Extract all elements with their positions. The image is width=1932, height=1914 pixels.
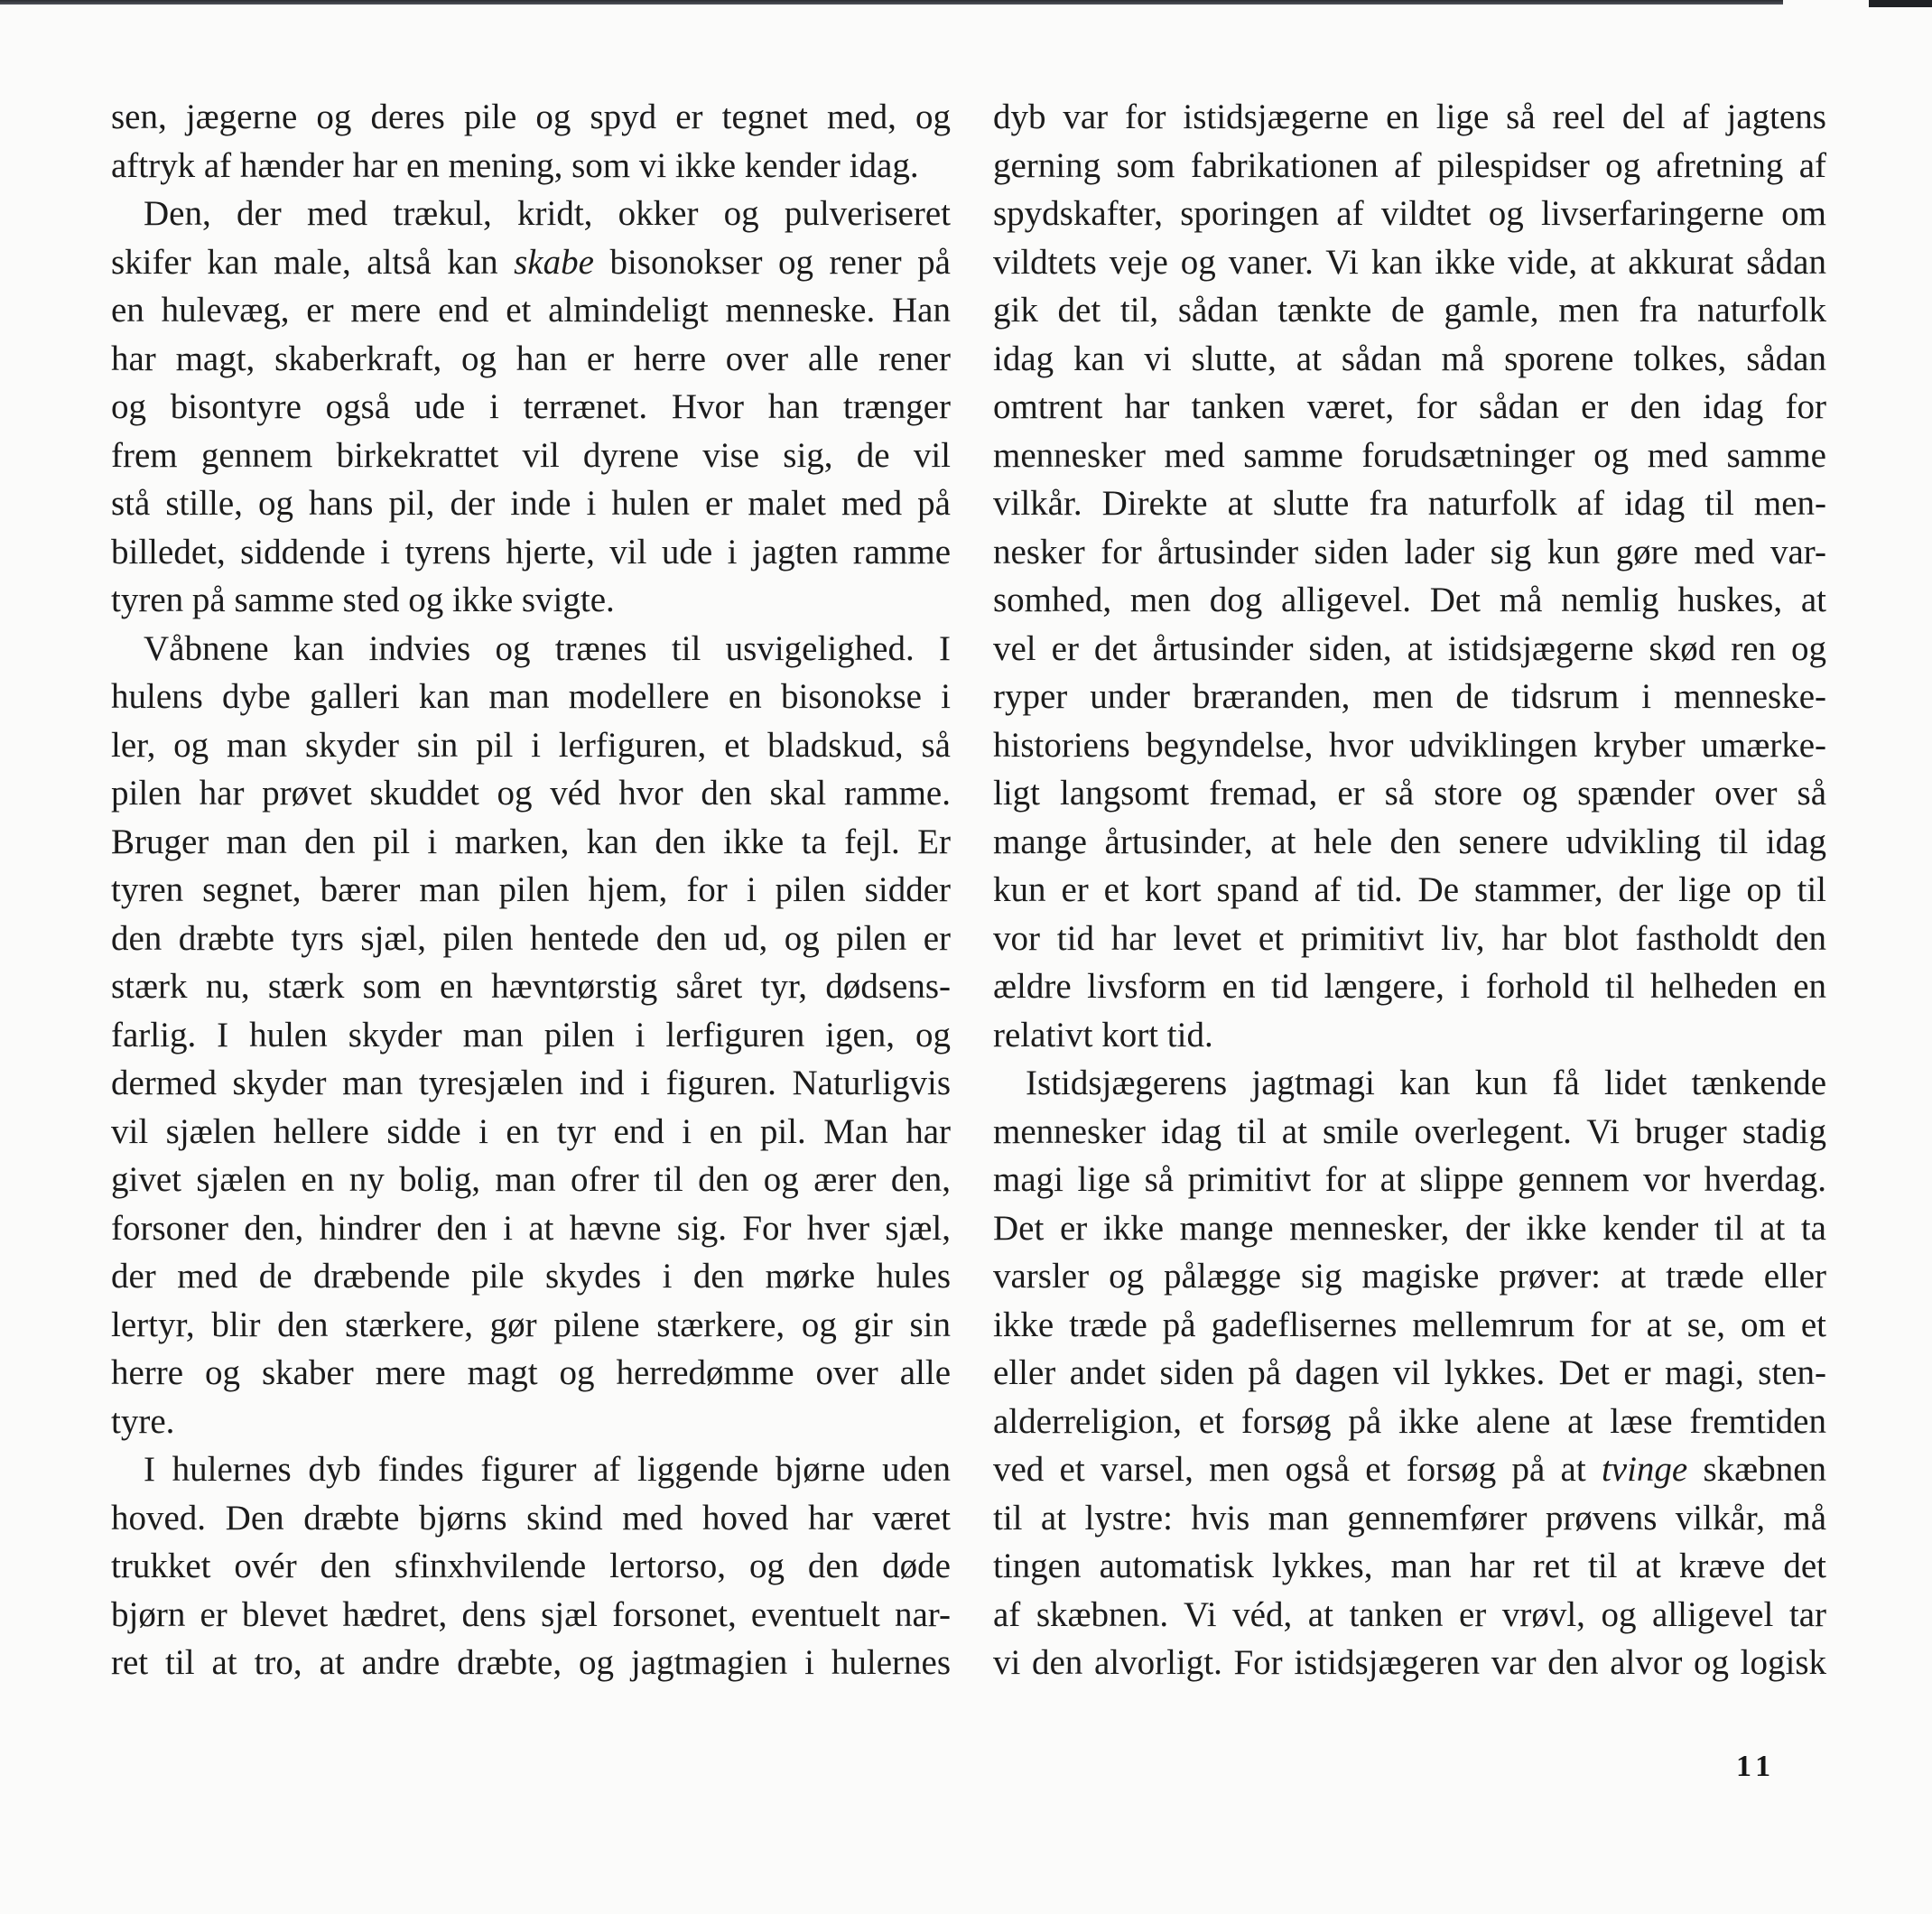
text-line: ryper under bræranden, men de tidsrum i menneske- xyxy=(993,677,1826,716)
text-line: kun er et kort spand af tid. De stammer, der lige op til xyxy=(993,870,1826,909)
text-line: hulens dybe galleri kan man modellere en bisonokse i xyxy=(111,677,951,716)
text-line: Istidsjægerens jagtmagi kan kun få lidet tænkende xyxy=(1026,1064,1826,1102)
text-line: bjørn er blevet hædret, dens sjæl forsonet, eventuelt nar- xyxy=(111,1594,951,1634)
text-line: forsoner den, hindrer den i at hævne sig. For hver sjæl, xyxy=(111,1208,951,1248)
text-line: den dræbte tyrs sjæl, pilen hentede den ud, og pilen er xyxy=(111,918,951,958)
text-line: herre og skaber mere magt og herredømme over alle xyxy=(111,1353,951,1392)
text-line: vildtets veje og vaner. Vi kan ikke vide, at akkurat sådan xyxy=(993,242,1826,282)
text-line: ikke træde på gadeflisernes mellemrum for at se, om et xyxy=(993,1305,1826,1344)
text-line: ældre livsform en tid længere, i forhold til helheden en xyxy=(993,967,1826,1006)
text-line: mennesker idag til at smile overlegent. Vi bruger stadig xyxy=(993,1111,1826,1151)
text-line: historiens begyndelse, hvor udviklingen kryber umærke- xyxy=(993,725,1826,765)
text-line: stærk nu, stærk som en hævntørstig såret tyr, dødsens- xyxy=(111,967,951,1006)
text-line: dyb var for istidsjægerne en lige så reel del af jagtens xyxy=(993,98,1826,136)
corner-mark xyxy=(1869,0,1932,7)
text-line: vilkår. Direkte at slutte fra naturfolk af idag til men- xyxy=(993,484,1826,523)
text-line: ret til at tro, at andre dræbte, og jagtmagien i hulernes xyxy=(111,1643,951,1682)
text-line: Våbnene kan indvies og trænes til usvigelighed. I xyxy=(144,628,951,668)
text-line: og bisontyre også ude i terrænet. Hvor han trænger xyxy=(111,387,951,426)
text-line: Det er ikke mange mennesker, der ikke kender til at ta xyxy=(993,1208,1826,1248)
text-line: tyren på samme sted og ikke svigte. xyxy=(111,581,615,619)
text-line: pilen har prøvet skuddet og véd hvor den skal ramme. xyxy=(111,774,951,813)
text-line: Den, der med trækul, kridt, okker og pulveriseret xyxy=(144,194,951,233)
left-text-column xyxy=(111,93,951,1687)
text-line: somhed, men dog alligevel. Det må nemlig huskes, at xyxy=(993,581,1826,619)
text-line: I hulernes dyb findes figurer af liggende bjørne uden xyxy=(144,1450,951,1489)
text-line: givet sjælen en ny bolig, man ofrer til den og ærer den, xyxy=(111,1160,951,1199)
text-line: omtrent har tanken været, for sådan er den idag for xyxy=(993,387,1826,426)
text-line: der med de dræbende pile skydes i den mørke hules xyxy=(111,1257,951,1296)
text-line: har magt, skaberkraft, og han er herre over alle rener xyxy=(111,339,951,378)
text-line: trukket ovér den sfinxhvilende lertorso, og den døde xyxy=(111,1547,951,1585)
text-line: stå stille, og hans pil, der inde i hulen er malet med på xyxy=(111,484,951,523)
text-line: ler, og man skyder sin pil i lerfiguren, et bladskud, så xyxy=(111,725,951,765)
text-line: vor tid har levet et primitivt liv, har blot fastholdt den xyxy=(993,918,1826,958)
text-line: mange årtusinder, at hele den senere udvikling til idag xyxy=(993,822,1826,861)
text-line: alderreligion, et forsøg på ikke alene at læse fremtiden xyxy=(993,1401,1826,1441)
text-line: vi den alvorligt. For istidsjægeren var den alvor og logisk xyxy=(993,1643,1826,1682)
right-text-column xyxy=(993,93,1826,1687)
text-line: gik det til, sådan tænkte de gamle, men fra naturfolk xyxy=(993,291,1826,330)
text-line: tyren segnet, bærer man pilen hjem, for i pilen sidder xyxy=(111,870,951,909)
text-line: tyre. xyxy=(111,1401,175,1441)
text-line: en hulevæg, er mere end et almindeligt menneske. Han xyxy=(111,291,951,330)
text-line: magi lige så primitivt for at slippe gennem vor hverdag. xyxy=(993,1160,1826,1199)
text-line: dermed skyder man tyresjælen ind i figuren. Naturligvis xyxy=(111,1064,951,1102)
text-line: relativt kort tid. xyxy=(993,1015,1213,1055)
text-line: idag kan vi slutte, at sådan må sporene tolkes, sådan xyxy=(993,339,1826,378)
text-line: gerning som fabrikationen af pilespidser og afretning af xyxy=(993,145,1826,185)
text-line: mennesker med samme forudsætninger og med samme xyxy=(993,435,1826,475)
text-line: spydskafter, sporingen af vildtet og livserfaringerne om xyxy=(993,194,1826,233)
text-line: eller andet siden på dagen vil lykkes. Det er magi, sten- xyxy=(993,1353,1826,1392)
text-line: ved et varsel, men også et forsøg på at tvinge skæbnen xyxy=(993,1450,1826,1489)
text-line: farlig. I hulen skyder man pilen i lerfiguren igen, og xyxy=(111,1015,951,1055)
text-line: Bruger man den pil i marken, kan den ikke ta fejl. Er xyxy=(111,822,951,861)
text-line: frem gennem birkekrattet vil dyrene vise sig, de vil xyxy=(111,435,951,475)
text-line: tingen automatisk lykkes, man har ret til at kræve det xyxy=(993,1547,1826,1585)
text-line: aftryk af hænder har en mening, som vi ikke kender idag. xyxy=(111,145,919,185)
top-edge-rule xyxy=(0,0,1783,5)
text-line: sen, jægerne og deres pile og spyd er tegnet med, og xyxy=(111,98,951,136)
text-line: vil sjælen hellere sidde i en tyr end i en pil. Man har xyxy=(111,1111,951,1151)
text-line: af skæbnen. Vi véd, at tanken er vrøvl, og alligevel tar xyxy=(993,1594,1826,1634)
text-line: varsler og pålægge sig magiske prøver: at træde eller xyxy=(993,1257,1826,1296)
page-number: 11 xyxy=(1736,1750,1777,1783)
text-line: til at lystre: hvis man gennemfører prøvens vilkår, må xyxy=(993,1498,1826,1538)
text-line: skifer kan male, altså kan skabe bisonokser og rener på xyxy=(111,242,951,282)
text-line: lertyr, blir den stærkere, gør pilene stærkere, og gir sin xyxy=(111,1305,951,1344)
text-line: hoved. Den dræbte bjørns skind med hoved har været xyxy=(111,1498,951,1538)
text-line: nesker for årtusinder siden lader sig kun gøre med var- xyxy=(993,532,1826,571)
text-line: ligt langsomt fremad, er så store og spænder over så xyxy=(993,774,1826,813)
text-line: vel er det årtusinder siden, at istidsjægerne skød ren og xyxy=(993,628,1826,668)
text-line: billedet, siddende i tyrens hjerte, vil ude i jagten ramme xyxy=(111,532,951,571)
